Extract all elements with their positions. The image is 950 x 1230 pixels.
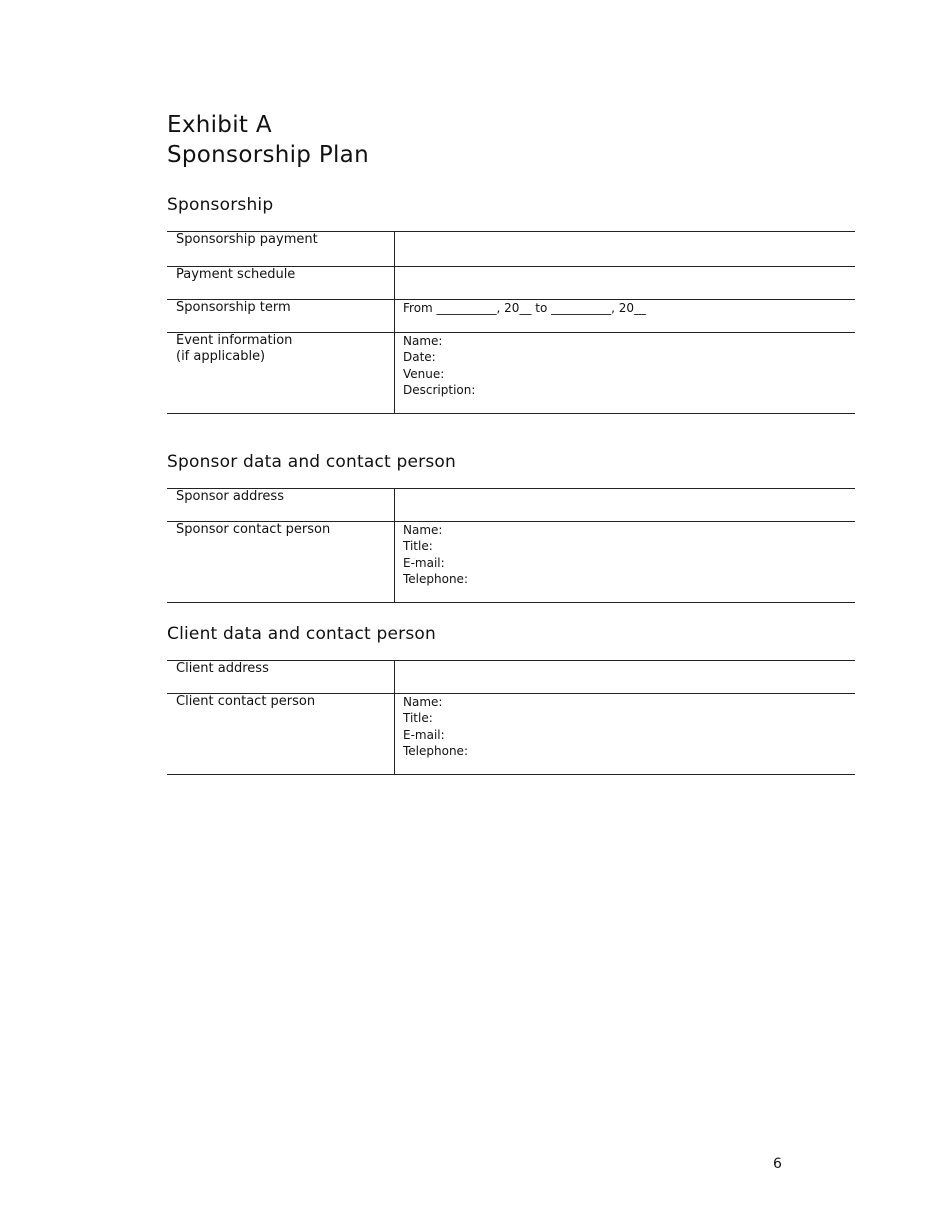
table-row (167, 300, 855, 333)
event-information-value[interactable] (395, 333, 856, 414)
event-information-label-line2: (if applicable) (176, 349, 266, 364)
client-email-field: E-mail: (403, 727, 445, 742)
sponsor-table (167, 488, 855, 603)
event-information-label-line1: Event information (176, 333, 293, 348)
table-row (167, 489, 855, 522)
event-name-field: Name: (403, 334, 443, 348)
client-title-field: Title: (403, 711, 433, 726)
sponsorship-term-label: Sponsorship term (167, 300, 395, 333)
client-address-label: Client address (167, 661, 395, 694)
sponsor-address-value[interactable] (395, 489, 856, 522)
sponsor-contact-value[interactable] (395, 522, 856, 603)
client-heading: Client data and contact person (167, 624, 436, 644)
client-contact-label: Client contact person (167, 694, 395, 775)
exhibit-title-line1: Exhibit A (167, 112, 272, 138)
payment-schedule-value[interactable] (395, 267, 856, 300)
sponsor-contact-label: Sponsor contact person (167, 522, 395, 603)
client-table (167, 660, 855, 775)
sponsorship-payment-value[interactable] (395, 232, 856, 267)
event-description-field: Description: (403, 382, 476, 397)
sponsorship-payment-label: Sponsorship payment (167, 232, 395, 267)
event-venue-field: Venue: (403, 366, 445, 381)
sponsor-telephone-field: Telephone: (403, 571, 468, 586)
table-row (167, 267, 855, 300)
sponsorship-heading: Sponsorship (167, 195, 274, 215)
sponsor-address-label: Sponsor address (167, 489, 395, 522)
table-row (167, 232, 855, 267)
payment-schedule-label: Payment schedule (167, 267, 395, 300)
sponsorship-table (167, 231, 855, 414)
sponsor-title-field: Title: (403, 539, 433, 554)
exhibit-title (167, 110, 855, 170)
client-address-value[interactable] (395, 661, 856, 694)
table-row (167, 661, 855, 694)
sponsor-heading: Sponsor data and contact person (167, 452, 456, 472)
table-row (167, 694, 855, 775)
event-date-field: Date: (403, 350, 436, 365)
table-row (167, 333, 855, 414)
sponsorship-term-value[interactable]: From __________, 20__ to __________, 20__ (403, 301, 647, 315)
event-information-label (167, 333, 395, 414)
document-page (167, 110, 855, 775)
client-telephone-field: Telephone: (403, 743, 468, 758)
client-contact-value[interactable] (395, 694, 856, 775)
client-name-field: Name: (403, 695, 443, 709)
exhibit-title-line2: Sponsorship Plan (167, 142, 369, 168)
page-number: 6 (773, 1156, 782, 1172)
sponsor-email-field: E-mail: (403, 555, 445, 570)
table-row (167, 522, 855, 603)
sponsor-name-field: Name: (403, 523, 443, 537)
